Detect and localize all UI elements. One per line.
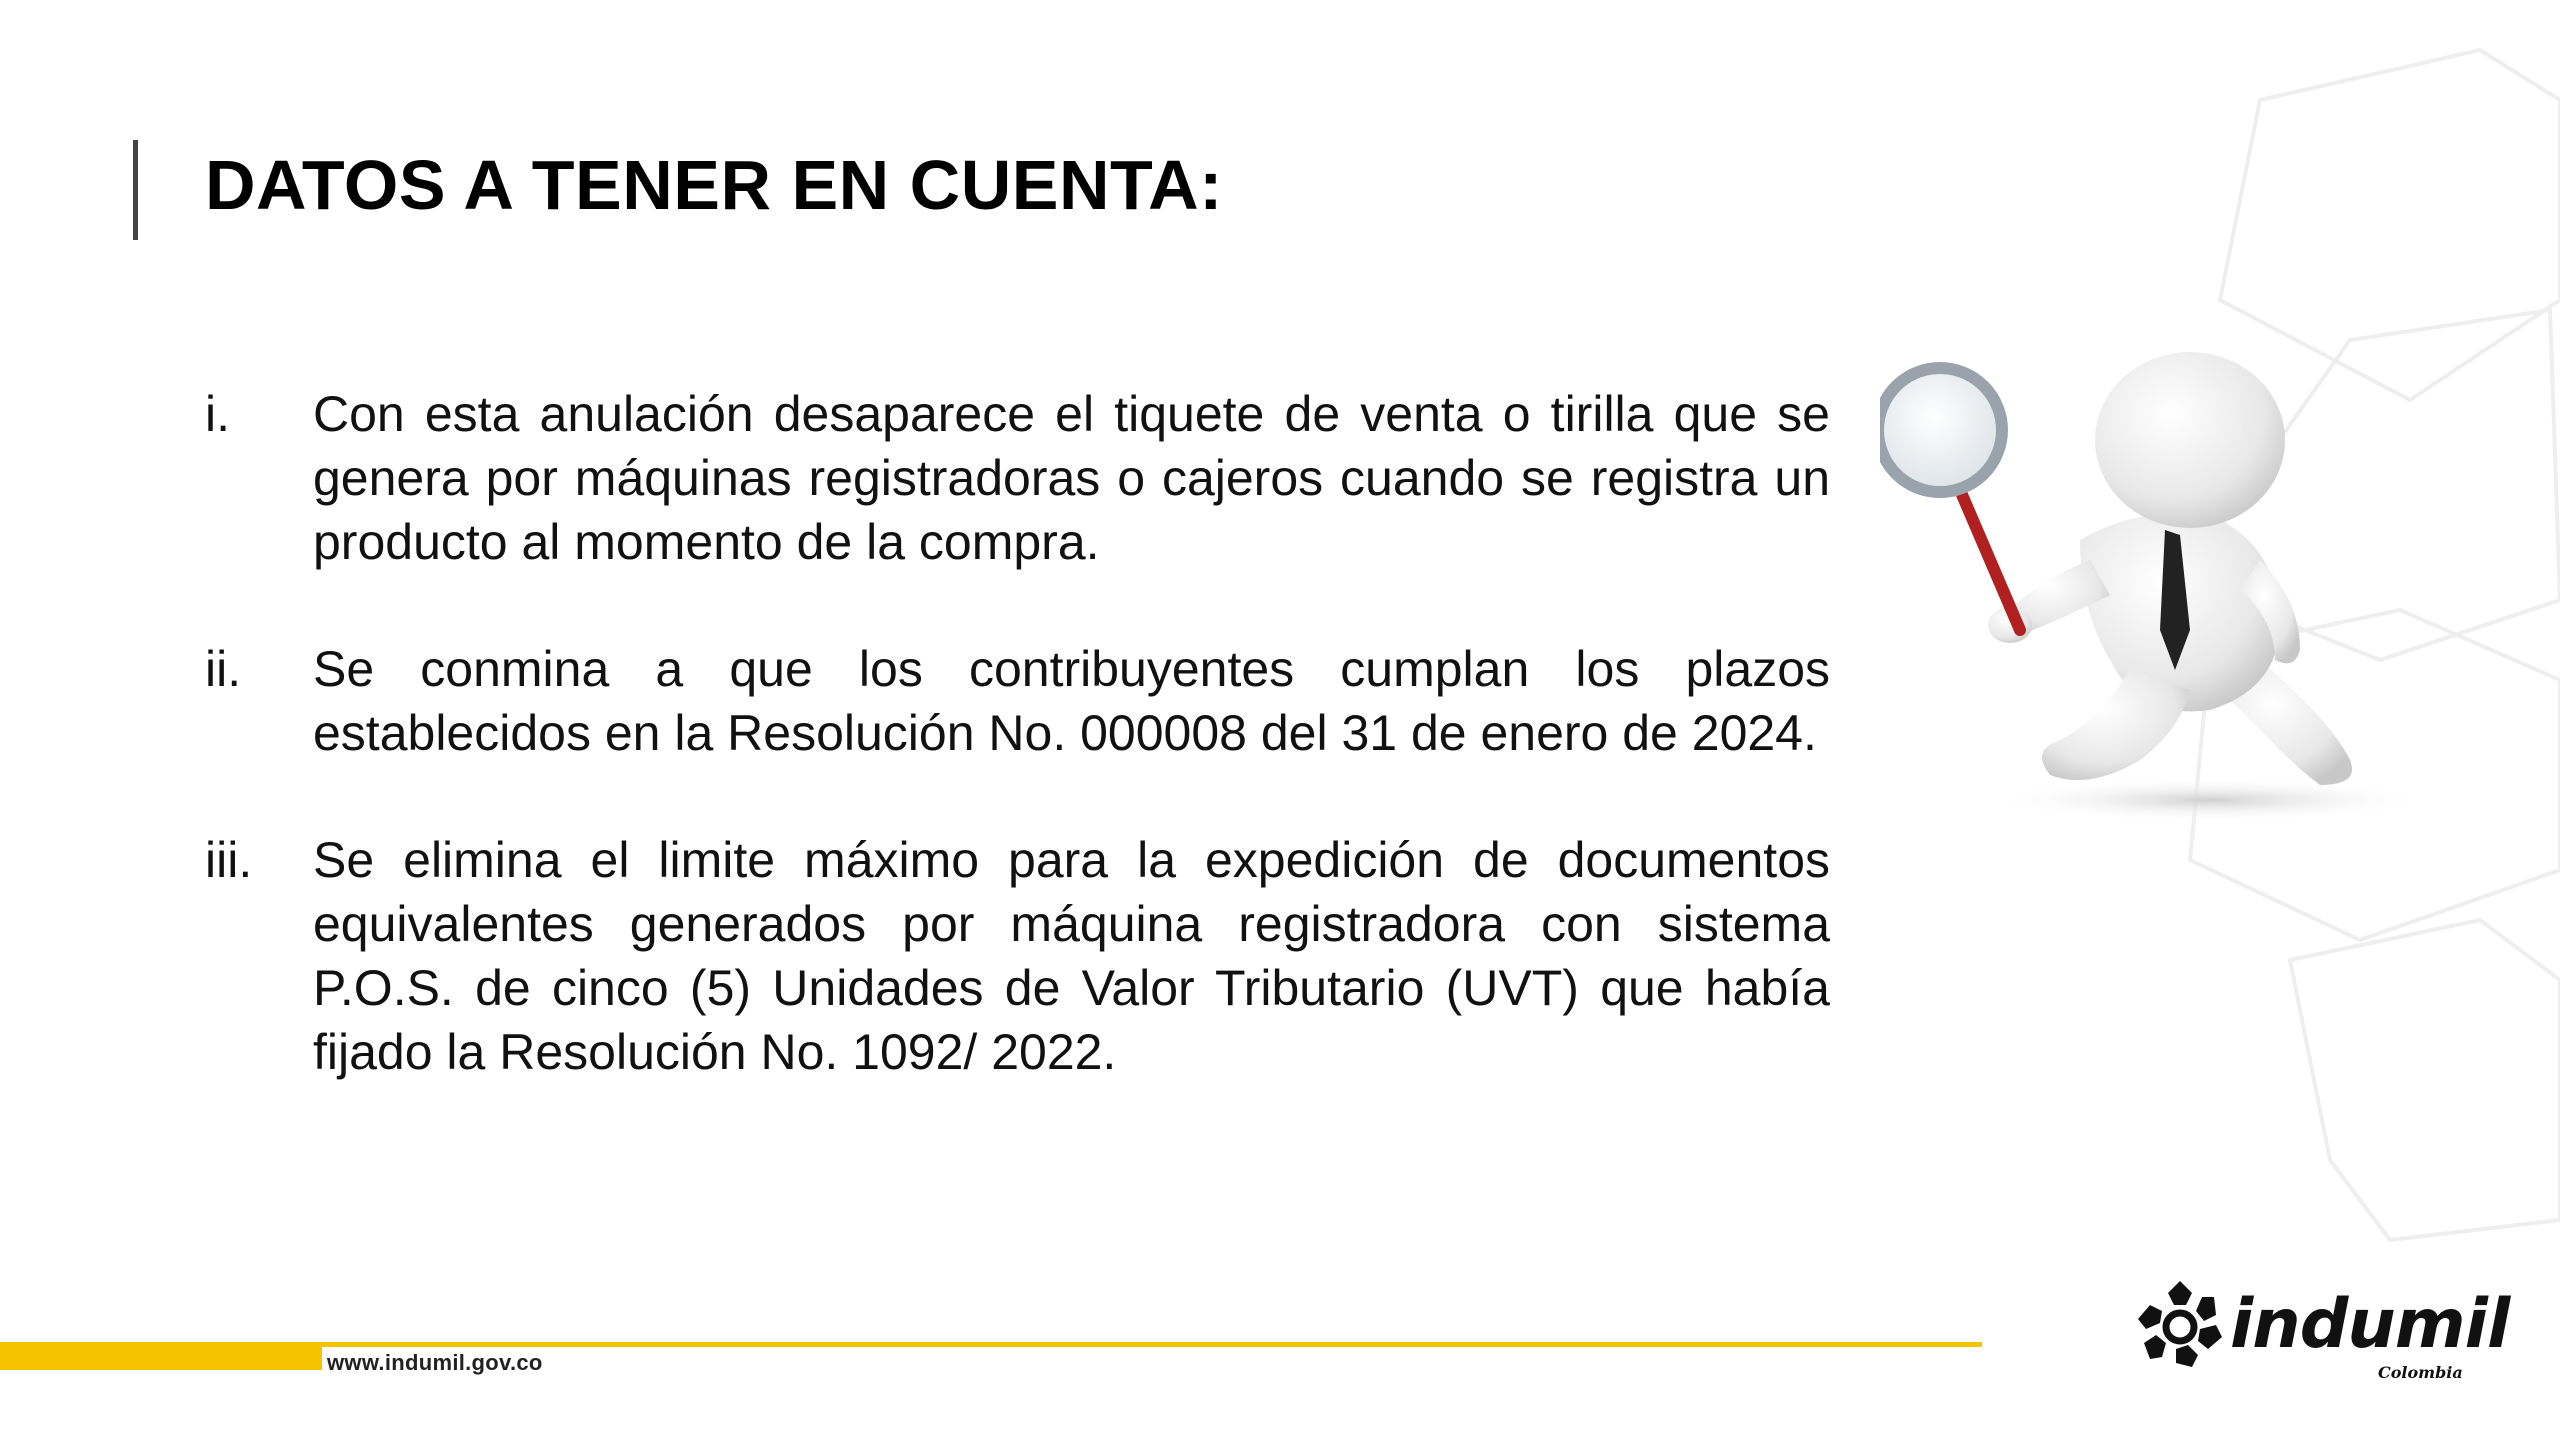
footer-accent-line bbox=[322, 1342, 1982, 1347]
logo-wordmark: indumil bbox=[2230, 1285, 2510, 1364]
logo-subtitle: Colombia bbox=[2378, 1363, 2463, 1382]
notes-list bbox=[205, 382, 1830, 1147]
magnifying-glass-figure-icon bbox=[1880, 330, 2440, 830]
indumil-logo bbox=[2130, 1275, 2510, 1385]
list-item bbox=[205, 382, 1830, 574]
footer-website-link[interactable]: www.indumil.gov.co bbox=[327, 1350, 543, 1375]
list-item-text: Se conmina a que los contribuyentes cumplan los plazos establecidos en la Resolución No. 000008 del 31 de enero de 2024. bbox=[313, 641, 1830, 761]
list-item bbox=[205, 637, 1830, 765]
list-item-text: Con esta anulación desaparece el tiquete de venta o tirilla que se genera por máquinas registradoras o cajeros cuando se registra un producto al momento de la compra. bbox=[313, 386, 1830, 570]
page-title: DATOS A TENER EN CUENTA: bbox=[205, 146, 1223, 224]
list-item-number: iii. bbox=[205, 832, 253, 888]
list-item-text: Se elimina el limite máximo para la expedición de documentos equivalentes generados por máquina registradora con sistema P.O.S. de cinco (5) Unidades de Valor Tributario (UVT) que había fijado la Resolución No. 1092/ 2022. bbox=[313, 832, 1830, 1080]
list-item bbox=[205, 828, 1830, 1084]
title-accent-bar bbox=[133, 140, 138, 240]
list-item-number: i. bbox=[205, 386, 230, 442]
list-item-number: ii. bbox=[205, 641, 242, 697]
indumil-logo-icon bbox=[2130, 1275, 2230, 1375]
footer-accent-bar bbox=[0, 1342, 322, 1370]
